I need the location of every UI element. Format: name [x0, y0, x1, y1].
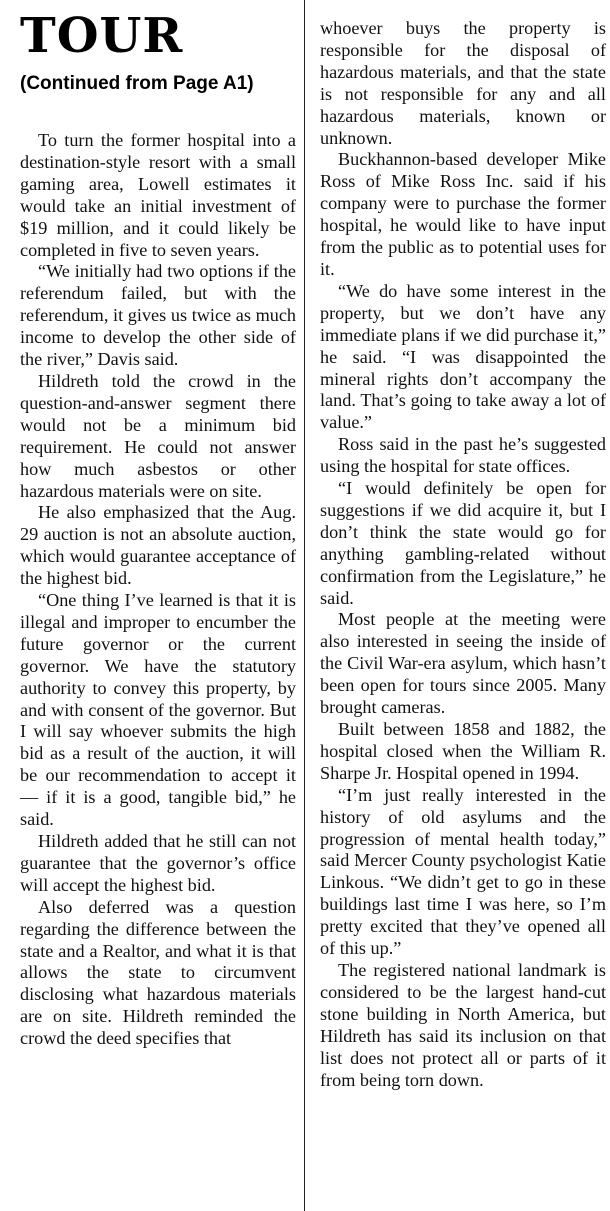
paragraph: He also emphasized that the Aug. 29 auction is not an absolute auction, which would guarantee acceptance of the highest bid.: [20, 502, 296, 589]
headline: TOUR: [20, 8, 184, 64]
right-column: [310, 0, 610, 1211]
continued-from-label: (Continued from Page A1): [20, 73, 254, 94]
paragraph: “I’m just really interested in the history of old asylums and the progression of mental health today,” said Mercer County psychologist Katie Linkous. “We didn’t get to go in these buildings last time I was here, so I’m pretty excited that they’ve opened all of this up.”: [320, 784, 606, 959]
paragraph: Buckhannon-based developer Mike Ross of Mike Ross Inc. said if his company were to purchase the former hospital, he would like to have input from the public as to potential uses for it.: [320, 149, 606, 279]
paragraph: Also deferred was a question regarding the difference between the state and a Realtor, and what it is that allows the state to circumvent disclosing what hazardous materials are on site. Hildreth reminded the crowd the deed specifies that: [20, 896, 296, 1049]
column-divider: [304, 0, 305, 1211]
paragraph: Ross said in the past he’s suggested using the hospital for state offices.: [320, 434, 606, 477]
paragraph: Hildreth told the crowd in the question-and-answer segment there would not be a minimum bid requirement. He could not answer how much asbestos or other hazardous materials were on site.: [20, 370, 296, 501]
left-column: [0, 0, 304, 1211]
paragraph: Built between 1858 and 1882, the hospital closed when the William R. Sharpe Jr. Hospital opened in 1994.: [320, 719, 606, 783]
paragraph: “One thing I’ve learned is that it is illegal and improper to encumber the future governor or the current governor. We have the statutory authority to convey this property, by and with consent of the governor. But I will say whoever submits the high bid as a result of the auction, it will be our recommendation to accept it — if it is a good, tangible bid,” he said.: [20, 590, 296, 830]
paragraph: “We initially had two options if the referendum failed, but with the referendum, it gives us twice as much income to develop the other side of the river,” Davis said.: [20, 261, 296, 370]
paragraph: “I would definitely be open for suggestions if we did acquire it, but I don’t think the state would go for anything gambling-related without confirmation from the Legislature,” he said.: [320, 478, 606, 608]
paragraph: Hildreth added that he still can not guarantee that the governor’s office will accept the highest bid.: [20, 831, 296, 895]
paragraph-continuation: whoever buys the property is responsible for the disposal of hazardous materials, and that the state is not responsible for any and all hazardous materials, known or unknown.: [320, 18, 606, 148]
paragraph: “We do have some interest in the property, but we don’t have any immediate plans if we did purchase it,” he said. “I was disappointed the mineral rights don’t accompany the land. That’s going to take away a lot of value.”: [320, 280, 606, 433]
paragraph: To turn the former hospital into a destination-style resort with a small gaming area, Lowell estimates it would take an initial investment of $19 million, and it could likely be completed in five to seven years.: [20, 130, 296, 260]
paragraph: The registered national landmark is considered to be the largest hand-cut stone building in North America, but Hildreth has said its inclusion on that list does not protect all or parts of it from being torn down.: [320, 959, 606, 1090]
paragraph: Most people at the meeting were also interested in seeing the inside of the Civil War-era asylum, which hasn’t been open for tours since 2005. Many brought cameras.: [320, 609, 606, 718]
